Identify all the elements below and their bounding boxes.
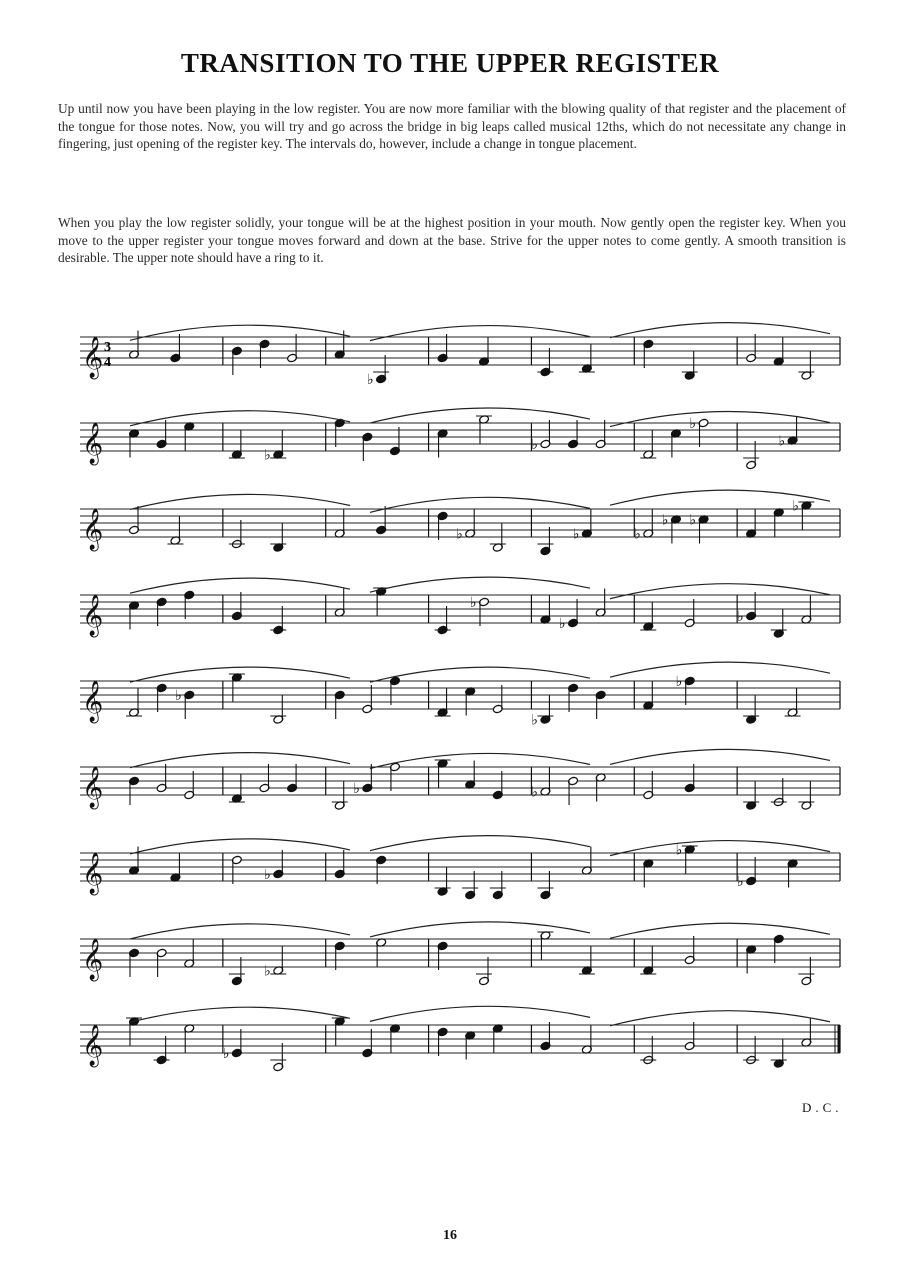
slur bbox=[130, 411, 350, 426]
slur bbox=[370, 667, 590, 682]
slur bbox=[130, 753, 350, 768]
accidental-icon: ♭ bbox=[264, 867, 271, 883]
slur bbox=[370, 1006, 590, 1021]
accidental-icon: ♭ bbox=[222, 1046, 230, 1062]
da-capo-label: D.C. bbox=[802, 1100, 843, 1115]
page-number: 16 bbox=[443, 1228, 457, 1243]
slur bbox=[610, 1011, 830, 1026]
slur bbox=[370, 836, 590, 851]
accidental-icon: ♭ bbox=[531, 437, 539, 453]
slur bbox=[370, 326, 590, 341]
accidental-icon: ♭ bbox=[264, 963, 271, 980]
slur bbox=[610, 662, 830, 677]
slur bbox=[610, 749, 830, 764]
slur bbox=[610, 584, 830, 599]
treble-clef-icon: 𝄞 bbox=[82, 423, 104, 464]
slur bbox=[370, 577, 590, 592]
intro-paragraph-1: Up until now you have been playing in the low register. You are now more familiar with the blowing quality of that register and the placement of the tongue for those notes. Now, you will try and go across the bridge in big leaps called musical 12ths, which do not necessitate any change in fingering, just opening of the register key. The intervals do, however, include a change in tongue placement. bbox=[58, 101, 846, 152]
accidental-icon: ♭ bbox=[353, 781, 360, 797]
accidental-icon: ♭ bbox=[737, 874, 744, 890]
accidental-icon: ♭ bbox=[456, 526, 463, 543]
slur bbox=[610, 323, 830, 338]
accidental-icon: ♭ bbox=[661, 512, 669, 529]
treble-clef-icon: 𝄞 bbox=[82, 681, 104, 722]
music-notation bbox=[0, 300, 900, 1160]
treble-clef-icon: 𝄞 bbox=[82, 1025, 104, 1066]
intro-paragraph-2: When you play the low register solidly, your tongue will be at the highest position in your mouth. Now gently open the register key. When you move to the upper register your tongue moves forward and down at the base. Strive for the upper notes to come gently. A smooth transition is desirable. The upper note should have a ring to it. bbox=[58, 215, 846, 266]
treble-clef-icon: 𝄞 bbox=[82, 509, 104, 550]
accidental-icon: ♭ bbox=[675, 842, 683, 859]
slur bbox=[370, 497, 590, 512]
treble-clef-icon: 𝄞 bbox=[82, 337, 104, 378]
treble-clef-icon: 𝄞 bbox=[82, 939, 104, 980]
accidental-icon: ♭ bbox=[572, 526, 580, 543]
accidental-icon: ♭ bbox=[634, 526, 641, 543]
accidental-icon: ♭ bbox=[531, 784, 539, 801]
slur bbox=[370, 922, 590, 937]
accidental-icon: ♭ bbox=[264, 447, 271, 464]
treble-clef-icon: 𝄞 bbox=[82, 595, 104, 636]
slur bbox=[370, 753, 590, 768]
accidental-icon: ♭ bbox=[689, 416, 697, 432]
accidental-icon: ♭ bbox=[778, 433, 786, 450]
accidental-icon: ♭ bbox=[792, 498, 799, 515]
accidental-icon: ♭ bbox=[737, 609, 744, 625]
accidental-icon: ♭ bbox=[675, 674, 683, 690]
slur bbox=[610, 923, 830, 938]
treble-clef-icon: 𝄞 bbox=[82, 853, 104, 894]
accidental-icon: ♭ bbox=[367, 372, 374, 388]
accidental-icon: ♭ bbox=[531, 712, 539, 729]
page-title: TRANSITION TO THE UPPER REGISTER bbox=[180, 48, 720, 78]
slur bbox=[130, 494, 350, 509]
accidental-icon: ♭ bbox=[559, 616, 566, 632]
slur bbox=[130, 1007, 350, 1022]
time-signature-bottom: 4 bbox=[104, 355, 111, 370]
time-signature-top: 3 bbox=[104, 340, 111, 355]
slur bbox=[130, 325, 350, 340]
accidental-icon: ♭ bbox=[470, 595, 477, 611]
accidental-icon: ♭ bbox=[175, 688, 182, 704]
slur bbox=[130, 924, 350, 939]
accidental-icon: ♭ bbox=[689, 512, 697, 529]
slur bbox=[130, 578, 350, 593]
slur bbox=[130, 839, 350, 854]
treble-clef-icon: 𝄞 bbox=[82, 767, 104, 808]
